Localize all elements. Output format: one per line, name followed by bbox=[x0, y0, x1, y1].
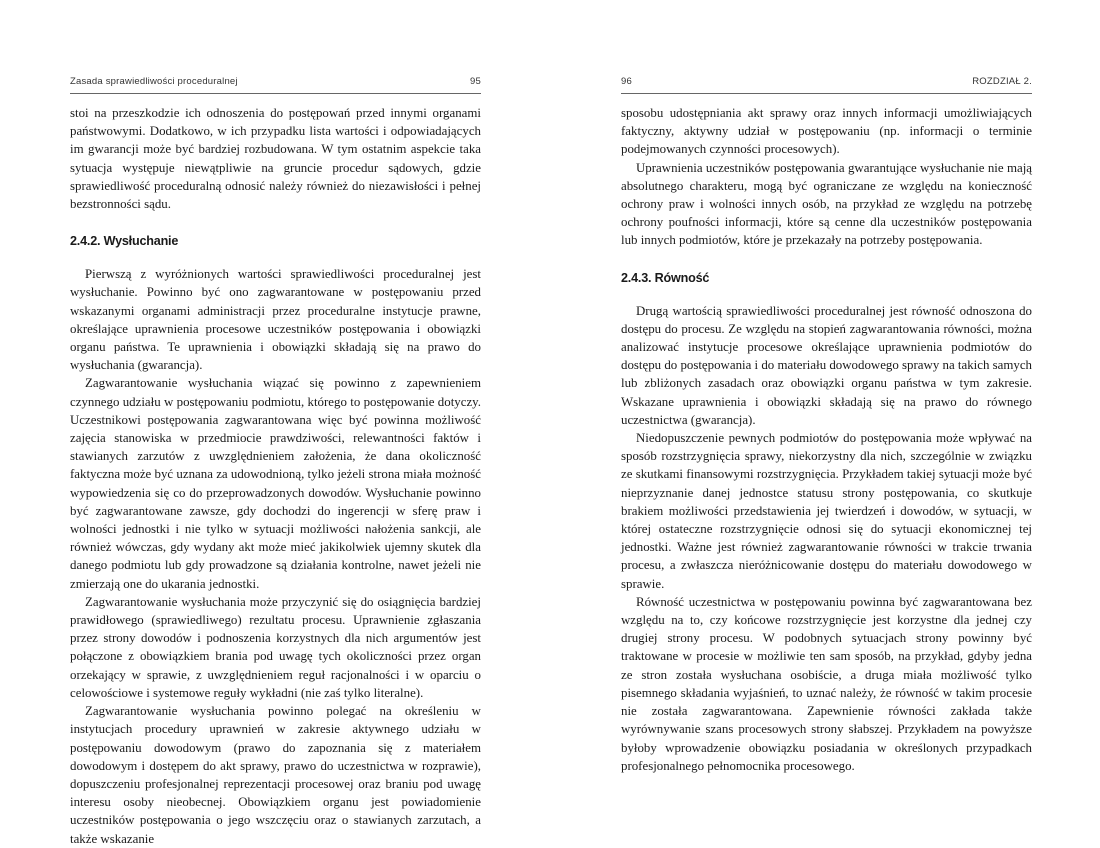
page-number: 95 bbox=[470, 76, 481, 87]
page-body bbox=[621, 104, 1032, 775]
paragraph: Pierwszą z wyróżnionych wartości sprawiedliwości proceduralnej jest wysłuchanie. Powinno być ono zagwarantowane w postępowaniu przed wskazanymi organami administracji przez proceduralne instytucje prawne, określające uprawnienia procesowe uczestników postępowania i obowiązki organu państwa. Te uprawnienia i obowiązki składają się na prawo do wysłuchania (gwarancja). bbox=[70, 267, 481, 373]
page-body bbox=[70, 104, 481, 848]
running-head-title: ROZDZIAŁ 2. bbox=[972, 76, 1032, 87]
paragraph: Uprawnienia uczestników postępowania gwarantujące wysłuchanie nie mają absolutnego charakteru, mogą być ograniczane ze względu na konieczność ochrony praw i wolności innych osób, na przykład ze względu na potrzebę ochrony poufności informacji, które są cenne dla uczestników postępowania lub innych podmiotów, które je przekazały na potrzeby postępowania. bbox=[621, 160, 1032, 248]
paragraph: Zagwarantowanie wysłuchania powinno polegać na określeniu w instytucjach procedury uprawnień w zakresie aktywnego udziału w postępowaniu dowodowym (prawo do zapoznania się z materiałem dowodowym i dostępem do akt sprawy, prawo do uczestnictwa w rozprawie), dopuszczeniu profesjonalnej reprezentacji procesowej oraz braniu pod uwagę interesu osoby nieobecnej. Obowiązkiem organu jest powiadomienie uczestników postępowania o jego wszczęciu oraz o stawianych zarzutach, a także wskazanie bbox=[70, 704, 481, 846]
page-number: 96 bbox=[621, 76, 632, 87]
header-rule bbox=[621, 93, 1032, 94]
left-page bbox=[70, 0, 481, 846]
paragraph: stoi na przeszkodzie ich odnoszenia do postępowań przed innymi organami państwowymi. Dodatkowo, w ich przypadku lista wartości i odpowiadających im gwarancji może być bardziej rozbudowana. W tym ostatnim aspekcie taka sytuacja występuje niewątpliwie na gruncie procedur sądowych, gdzie sprawiedliwość proceduralną odnosić należy również do niezawisłości i pełnej bezstronności sądu. bbox=[70, 106, 481, 212]
paragraph: sposobu udostępniania akt sprawy oraz innych informacji umożliwiających faktyczny, aktywny udział w postępowaniu (np. informacji o terminie podejmowanych czynności procesowych). bbox=[621, 106, 1032, 157]
section-heading: 2.4.2. Wysłuchanie bbox=[70, 234, 179, 249]
running-head-title: Zasada sprawiedliwości proceduralnej bbox=[70, 76, 238, 87]
paragraph: Równość uczestnictwa w postępowaniu powinna być zagwarantowana bez względu na to, czy końcowe rozstrzygnięcie jest korzystne dla jednej czy drugiej strony procesu. W podobnych sytuacjach strony powinny być traktowane w procesie w możliwie ten sam sposób, na przykład, gdyby jedna ze stron została wysłuchana osobiście, a druga miała możliwość tylko pisemnego składania wyjaśnień, to uznać należy, że równość w takim procesie nie została zagwarantowana. Zapewnienie równości zakłada także wyrównywanie szans procesowych strony słabszej. Przykładem na powyższe byłoby wprowadzenie obowiązku posiadania w określonych przypadkach profesjonalnego pełnomocnika procesowego. bbox=[621, 594, 1032, 773]
paragraph: Drugą wartością sprawiedliwości proceduralnej jest równość odnoszona do dostępu do procesu. Ze względu na stopień zagwarantowania równości, można analizować instytucje procesowe określające uprawnienia podmiotów do dostępu do postępowania i do materiału dowodowego sprawy na takich samych lub zbliżonych zasadach oraz obowiązki organu państwa w tym zakresie. Wskazane uprawnienia i obowiązki składają się na prawo do równego uczestnictwa (gwarancja). bbox=[621, 303, 1032, 427]
section-heading: 2.4.3. Równość bbox=[621, 270, 710, 285]
header-rule bbox=[70, 93, 481, 94]
paragraph: Niedopuszczenie pewnych podmiotów do postępowania może wpływać na sposób rozstrzygnięcia sprawy, niekorzystny dla nich, szczególnie w związku ze skutkami finansowymi rozstrzygnięcia. Przykładem takiej sytuacji może być nieprzyznanie danej jednostce statusu strony postępowania, co skutkuje brakiem możliwości przedstawienia jej twierdzeń i dowodów, w sytuacji, w której ostateczne rozstrzygnięcie odnosi się do sytuacji ekonomicznej tej jednostki. Ważne jest również zagwarantowanie równości w trakcie trwania procesu, a zwłaszcza nieróżnicowanie dostępu do materiału dowodowego w sprawie. bbox=[621, 431, 1032, 591]
paragraph: Zagwarantowanie wysłuchania może przyczynić się do osiągnięcia bardziej prawidłowego (sprawiedliwego) rezultatu procesu. Uprawnienie zgłaszania przez strony dowodów i podnoszenia korzystnych dla nich argumentów jest połączone z obowiązkiem brania pod uwagę tych okoliczności przez organ orzekający w sprawie, z uwzględnieniem reguł racjonalności i w oparciu o celowościowe i systemowe reguły wykładni (nie zaś tylko literalne). bbox=[70, 594, 481, 700]
paragraph: Zagwarantowanie wysłuchania wiązać się powinno z zapewnieniem czynnego udziału w postępowaniu podmiotu, którego to postępowanie dotyczy. Uczestnikowi postępowania zagwarantowana więc być powinna możliwość zajęcia stanowiska w przedmiocie prawdziwości, relewantności faktów i stawianych zarzutów z uwzględnieniem założenia, że dana okoliczność faktyczna może być uznana za udowodnioną, tylko jeżeli strona miała możność wypowiedzenia się co do przeprowadzonych dowodów. Wysłuchanie powinno być zagwarantowane zawsze, gdy dochodzi do ingerencji w sferę praw i wolności jednostki i nie tylko w sytuacji możliwości nałożenia sankcji, ale również wówczas, gdy wydany akt może mieć jakikolwiek ujemny skutek dla danego podmiotu lub gdy prowadzone są działania kontrolne, nawet jeżeli nie zmierzają one do ukarania jednostki. bbox=[70, 376, 481, 591]
right-page bbox=[621, 0, 1032, 786]
